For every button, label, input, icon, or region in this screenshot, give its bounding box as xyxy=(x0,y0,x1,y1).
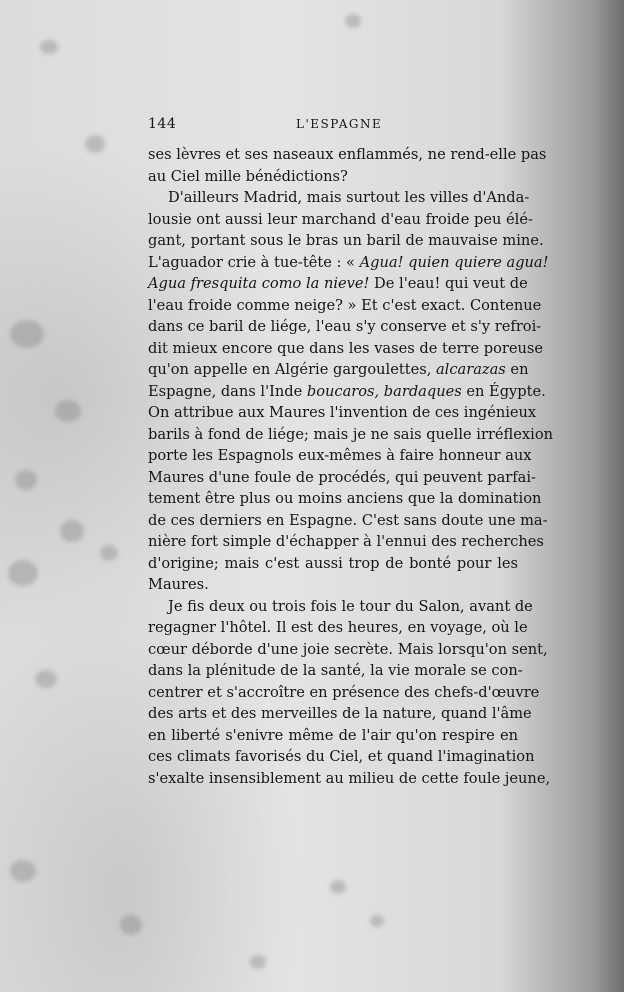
text-line xyxy=(148,381,546,403)
foxing-spot xyxy=(15,470,37,490)
foxing-spot xyxy=(120,915,142,935)
text-line: gant, portant sous le bras un baril de mauvaise mine. xyxy=(148,232,544,249)
italic-phrase: boucaros, bardaques xyxy=(306,382,462,400)
text-line: au Ciel mille bénédictions? xyxy=(148,167,348,185)
text-run: qu'on appelle en Algérie gargoulettes, xyxy=(148,361,436,378)
foxing-spot xyxy=(345,14,361,28)
text-line: d'origine; mais c'est aussi trop de bonté pour les xyxy=(148,554,518,572)
text-line: tement être plus ou moins anciens que la domination xyxy=(148,490,542,507)
foxing-spot xyxy=(10,320,44,348)
text-line: de ces derniers en Espagne. C'est sans doute une ma- xyxy=(148,511,548,529)
text-line: cœur déborde d'une joie secrète. Mais lorsqu'on sent, xyxy=(148,640,548,658)
page-number: 144 xyxy=(148,116,177,132)
text-line: centrer et s'accroître en présence des chefs-d'œuvre xyxy=(148,683,540,701)
text-line: Maures. xyxy=(148,576,209,593)
text-line: lousie ont aussi leur marchand d'eau froide peu élé- xyxy=(148,210,533,228)
foxing-spot xyxy=(40,40,58,54)
foxing-spot xyxy=(8,560,38,586)
text-line: l'eau froide comme neige? » Et c'est exact. Contenue xyxy=(148,296,542,314)
text-line: dit mieux encore que dans les vases de terre poreuse xyxy=(148,339,544,357)
paragraph-start-line: D'ailleurs Madrid, mais surtout les villes d'Anda- xyxy=(168,189,530,206)
text-run: en xyxy=(505,361,529,378)
text-line: ses lèvres et ses naseaux enflammés, ne rend-elle pas xyxy=(148,146,547,163)
text-line xyxy=(148,359,529,381)
text-line xyxy=(148,252,549,274)
text-line: porte les Espagnols eux-mêmes à faire honneur aux xyxy=(148,447,532,464)
text-line: On attribue aux Maures l'invention de ces ingénieux xyxy=(148,404,537,421)
text-run: De l'eau! qui veut de xyxy=(369,275,528,292)
text-line xyxy=(148,273,528,295)
foxing-spot xyxy=(35,670,57,688)
paragraph-start-line: Je fis deux ou trois fois le tour du Salon, avant de xyxy=(168,597,533,615)
running-head xyxy=(148,116,518,136)
text-line: Maures d'une foule de procédés, qui peuvent parfai- xyxy=(148,468,536,486)
foxing-spot xyxy=(55,400,81,422)
text-line: nière fort simple d'échapper à l'ennui des recherches xyxy=(148,533,544,550)
italic-phrase: Agua! quien quiere agua! xyxy=(359,253,549,271)
body-text xyxy=(148,144,554,789)
foxing-spot xyxy=(370,915,384,927)
text-line: ces climats favorisés du Ciel, et quand l'imagination xyxy=(148,748,535,765)
text-line: dans ce baril de liége, l'eau s'y conserve et s'y refroi- xyxy=(148,318,542,335)
text-line: barils à fond de liége; mais je ne sais quelle irréflexion xyxy=(148,425,554,443)
text-run: Espagne, dans l'Inde xyxy=(148,382,307,400)
foxing-spot xyxy=(85,135,105,153)
text-line: dans la plénitude de la santé, la vie morale se con- xyxy=(148,662,523,679)
foxing-spot xyxy=(330,880,346,894)
foxing-spot xyxy=(10,860,36,882)
running-title: L'ESPAGNE xyxy=(296,117,383,131)
foxing-spot xyxy=(60,520,84,542)
text-line: s'exalte insensiblement au milieu de cette foule jeune, xyxy=(148,769,551,787)
italic-phrase: Agua fresquita como la nieve! xyxy=(148,275,370,292)
text-line: regagner l'hôtel. Il est des heures, en voyage, où le xyxy=(148,619,528,636)
italic-phrase: alcarazas xyxy=(435,361,506,378)
foxing-spot xyxy=(100,545,118,561)
text-line: en liberté s'enivre même de l'air qu'on respire en xyxy=(148,726,518,744)
foxing-spot xyxy=(250,955,266,969)
text-run: L'aguador crie à tue-tête : « xyxy=(148,253,360,271)
text-run: en Égypte. xyxy=(461,382,546,400)
text-line: des arts et des merveilles de la nature, quand l'âme xyxy=(148,705,532,722)
